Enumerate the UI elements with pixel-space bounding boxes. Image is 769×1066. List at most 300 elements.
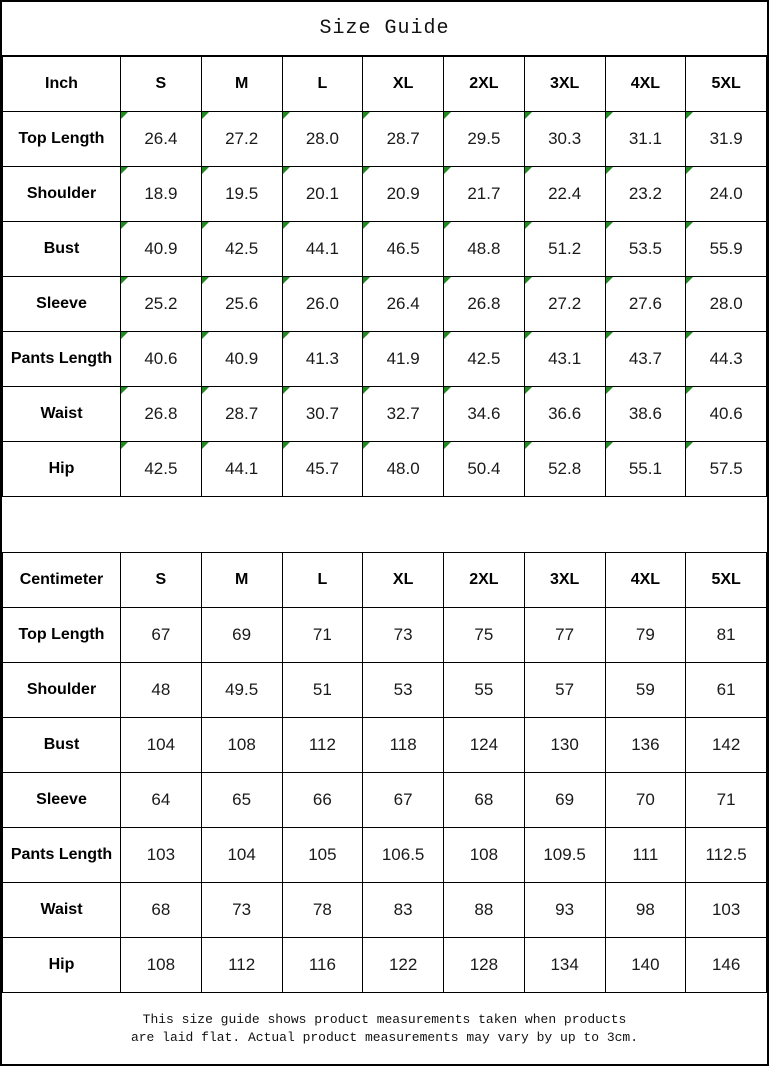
measurement-value: 26.8 — [467, 294, 501, 313]
size-column-header: M — [201, 553, 282, 608]
measurement-value-cell — [444, 828, 525, 883]
measurement-value-cell — [363, 332, 444, 387]
measurement-value-cell — [201, 938, 282, 993]
measurement-value: 27.2 — [548, 294, 582, 313]
measurement-value: 106.5 — [381, 845, 425, 864]
measurement-value: 48.8 — [467, 239, 501, 258]
measurement-value-cell — [363, 167, 444, 222]
measurement-value: 20.1 — [305, 184, 339, 203]
measurement-value-cell — [605, 718, 686, 773]
measurement-value-cell — [121, 938, 202, 993]
measurement-value: 112 — [228, 955, 256, 974]
measurement-value: 51 — [312, 680, 332, 699]
measurement-row — [3, 938, 767, 993]
green-triangle-icon — [686, 387, 693, 394]
green-triangle-icon — [202, 112, 209, 119]
measurement-value-cell — [201, 222, 282, 277]
green-triangle-icon — [363, 442, 370, 449]
measurement-value-cell — [686, 277, 767, 332]
measurement-value-cell — [524, 828, 605, 883]
measurement-value: 24.0 — [709, 184, 743, 203]
measurement-value-cell — [524, 112, 605, 167]
measurement-value-cell — [282, 332, 363, 387]
measurement-value-cell — [686, 773, 767, 828]
size-column-header: S — [121, 553, 202, 608]
green-triangle-icon — [606, 387, 613, 394]
measurement-value-cell — [686, 387, 767, 442]
measurement-value: 44.1 — [225, 459, 259, 478]
measurement-value-cell — [524, 883, 605, 938]
measurement-value: 104 — [146, 735, 176, 754]
measurement-value: 30.7 — [305, 404, 339, 423]
measurement-value-cell — [686, 663, 767, 718]
measurement-value: 26.8 — [144, 404, 178, 423]
measurement-value-cell — [444, 442, 525, 497]
measurement-row-label: Pants Length — [3, 828, 121, 883]
measurement-value: 42.5 — [467, 349, 501, 368]
green-triangle-icon — [363, 167, 370, 174]
green-triangle-icon — [686, 222, 693, 229]
green-triangle-icon — [121, 222, 128, 229]
measurement-value-cell — [363, 773, 444, 828]
measurement-value: 105 — [308, 845, 337, 864]
measurement-value: 26.4 — [386, 294, 420, 313]
measurement-row-label: Bust — [3, 222, 121, 277]
page-title: Size Guide — [2, 2, 767, 56]
measurement-value-cell — [282, 167, 363, 222]
measurement-value: 25.2 — [144, 294, 178, 313]
measurement-value: 43.1 — [548, 349, 582, 368]
measurement-value: 71 — [312, 625, 332, 644]
measurement-value-cell — [524, 222, 605, 277]
measurement-value-cell — [282, 442, 363, 497]
measurement-value: 140 — [631, 955, 660, 974]
measurement-value-cell — [201, 167, 282, 222]
measurement-value-cell — [363, 387, 444, 442]
green-triangle-icon — [606, 277, 613, 284]
measurement-row-label: Waist — [3, 387, 121, 442]
green-triangle-icon — [686, 167, 693, 174]
measurement-value: 29.5 — [467, 129, 501, 148]
measurement-value-cell — [605, 442, 686, 497]
measurement-value-cell — [201, 883, 282, 938]
green-triangle-icon — [283, 167, 290, 174]
measurement-value: 57 — [555, 680, 575, 699]
measurement-value: 67 — [393, 790, 413, 809]
measurement-value: 52.8 — [548, 459, 582, 478]
measurement-value-cell — [524, 442, 605, 497]
measurement-value: 83 — [393, 900, 413, 919]
measurement-value: 30.3 — [548, 129, 582, 148]
measurement-value-cell — [363, 828, 444, 883]
measurement-row — [3, 608, 767, 663]
measurement-row-label: Hip — [3, 442, 121, 497]
measurement-value: 112.5 — [705, 845, 747, 864]
measurement-value-cell — [363, 112, 444, 167]
measurement-value-cell — [282, 387, 363, 442]
measurement-value-cell — [201, 828, 282, 883]
green-triangle-icon — [444, 112, 451, 119]
measurement-value: 49.5 — [225, 680, 259, 699]
green-triangle-icon — [202, 442, 209, 449]
measurement-value-cell — [686, 938, 767, 993]
measurement-row-label: Hip — [3, 938, 121, 993]
green-triangle-icon — [444, 332, 451, 339]
size-column-header: L — [282, 553, 363, 608]
measurement-value-cell — [444, 332, 525, 387]
measurement-value-cell — [121, 828, 202, 883]
measurement-value-cell — [605, 773, 686, 828]
measurement-value-cell — [282, 938, 363, 993]
measurement-value: 109.5 — [543, 845, 586, 864]
green-triangle-icon — [121, 167, 128, 174]
measurement-value: 40.9 — [144, 239, 178, 258]
green-triangle-icon — [363, 387, 370, 394]
green-triangle-icon — [121, 332, 128, 339]
measurement-value: 73 — [232, 900, 252, 919]
measurement-value-cell — [363, 222, 444, 277]
measurement-value-cell — [121, 167, 202, 222]
measurement-value-cell — [524, 608, 605, 663]
measurement-row — [3, 442, 767, 497]
green-triangle-icon — [686, 442, 693, 449]
size-column-header: L — [282, 57, 363, 112]
size-header-row — [3, 553, 767, 608]
measurement-value: 23.2 — [628, 184, 662, 203]
measurement-value-cell — [363, 718, 444, 773]
measurement-value-cell — [363, 277, 444, 332]
measurement-value-cell — [282, 828, 363, 883]
measurement-value-cell — [686, 442, 767, 497]
measurement-value-cell — [524, 938, 605, 993]
green-triangle-icon — [606, 167, 613, 174]
measurement-value: 26.4 — [144, 129, 178, 148]
measurement-value-cell — [201, 663, 282, 718]
measurement-value-cell — [605, 663, 686, 718]
green-triangle-icon — [606, 442, 613, 449]
measurement-value: 64 — [151, 790, 171, 809]
green-triangle-icon — [363, 277, 370, 284]
measurement-value: 98 — [635, 900, 655, 919]
measurement-value: 31.1 — [628, 129, 662, 148]
measurement-value: 44.3 — [709, 349, 743, 368]
measurement-value: 42.5 — [144, 459, 178, 478]
measurement-value-cell — [686, 222, 767, 277]
measurement-value: 71 — [716, 790, 736, 809]
measurement-value: 116 — [308, 955, 336, 974]
green-triangle-icon — [525, 387, 532, 394]
measurement-value-cell — [524, 718, 605, 773]
measurement-value-cell — [524, 332, 605, 387]
measurement-value: 111 — [632, 845, 659, 864]
green-triangle-icon — [444, 442, 451, 449]
green-triangle-icon — [283, 277, 290, 284]
measurement-value-cell — [121, 883, 202, 938]
measurement-row — [3, 332, 767, 387]
measurement-value: 53.5 — [628, 239, 662, 258]
measurement-value-cell — [605, 608, 686, 663]
measurement-value-cell — [282, 718, 363, 773]
measurement-value-cell — [444, 277, 525, 332]
measurement-value: 28.7 — [386, 129, 420, 148]
measurement-value: 69 — [555, 790, 575, 809]
measurement-value-cell — [444, 883, 525, 938]
measurement-value-cell — [605, 167, 686, 222]
measurement-value: 146 — [711, 955, 741, 974]
green-triangle-icon — [686, 332, 693, 339]
measurement-value-cell — [282, 112, 363, 167]
measurement-value-cell — [201, 387, 282, 442]
measurement-value: 108 — [469, 845, 499, 864]
measurement-row — [3, 222, 767, 277]
measurement-value-cell — [363, 663, 444, 718]
green-triangle-icon — [606, 222, 613, 229]
measurement-row-label: Waist — [3, 883, 121, 938]
measurement-value: 93 — [555, 900, 575, 919]
measurement-value-cell — [363, 938, 444, 993]
green-triangle-icon — [525, 222, 532, 229]
measurement-value-cell — [686, 167, 767, 222]
measurement-value: 124 — [469, 735, 499, 754]
measurement-value: 45.7 — [305, 459, 339, 478]
green-triangle-icon — [283, 332, 290, 339]
measurement-value: 36.6 — [548, 404, 582, 423]
measurement-value: 66 — [312, 790, 332, 809]
measurement-value-cell — [363, 883, 444, 938]
measurement-value: 48 — [151, 680, 171, 699]
measurement-value: 75 — [474, 625, 494, 644]
measurement-value: 48.0 — [386, 459, 420, 478]
measurement-value: 22.4 — [548, 184, 582, 203]
green-triangle-icon — [525, 167, 532, 174]
measurement-value: 31.9 — [709, 129, 743, 148]
measurement-value-cell — [121, 222, 202, 277]
measurement-value-cell — [121, 773, 202, 828]
green-triangle-icon — [283, 442, 290, 449]
measurement-value: 79 — [635, 625, 655, 644]
measurement-value: 21.7 — [467, 184, 501, 203]
measurement-value: 27.2 — [225, 129, 259, 148]
measurement-value: 130 — [550, 735, 579, 754]
measurement-value: 108 — [146, 955, 176, 974]
measurement-value-cell — [363, 442, 444, 497]
green-triangle-icon — [363, 332, 370, 339]
measurement-value: 20.9 — [386, 184, 420, 203]
measurement-value-cell — [686, 112, 767, 167]
measurement-value: 134 — [550, 955, 579, 974]
measurement-value-cell — [121, 387, 202, 442]
measurement-value: 103 — [711, 900, 741, 919]
measurement-value-cell — [282, 773, 363, 828]
measurement-value: 55.9 — [709, 239, 743, 258]
measurement-value-cell — [201, 112, 282, 167]
green-triangle-icon — [444, 387, 451, 394]
measurement-value: 61 — [716, 680, 736, 699]
measurement-value-cell — [605, 332, 686, 387]
measurement-value-cell — [605, 828, 686, 883]
measurement-value-cell — [121, 332, 202, 387]
measurement-value-cell — [282, 883, 363, 938]
measurement-value: 73 — [393, 625, 413, 644]
size-column-header: 4XL — [605, 57, 686, 112]
measurement-value-cell — [605, 277, 686, 332]
measurement-value: 32.7 — [386, 404, 420, 423]
green-triangle-icon — [363, 112, 370, 119]
green-triangle-icon — [525, 332, 532, 339]
measurement-row-label: Sleeve — [3, 773, 121, 828]
measurement-value: 28.0 — [305, 129, 339, 148]
green-triangle-icon — [525, 112, 532, 119]
measurement-value-cell — [686, 718, 767, 773]
measurement-value: 27.6 — [628, 294, 662, 313]
measurement-value-cell — [282, 608, 363, 663]
measurement-value-cell — [605, 938, 686, 993]
green-triangle-icon — [121, 277, 128, 284]
measurement-value: 70 — [635, 790, 655, 809]
footer-note — [2, 993, 767, 1064]
measurement-value: 103 — [146, 845, 176, 864]
measurement-value: 41.9 — [386, 349, 420, 368]
green-triangle-icon — [525, 277, 532, 284]
green-triangle-icon — [283, 222, 290, 229]
green-triangle-icon — [606, 332, 613, 339]
measurement-value-cell — [524, 773, 605, 828]
measurement-row-label: Sleeve — [3, 277, 121, 332]
measurement-row — [3, 828, 767, 883]
measurement-value: 68 — [474, 790, 494, 809]
measurement-value: 112 — [308, 735, 336, 754]
measurement-value-cell — [282, 222, 363, 277]
measurement-value-cell — [201, 773, 282, 828]
size-column-header: 4XL — [605, 553, 686, 608]
measurement-value: 57.5 — [709, 459, 743, 478]
measurement-row — [3, 883, 767, 938]
measurement-row — [3, 718, 767, 773]
measurement-value: 104 — [227, 845, 256, 864]
size-column-header: 3XL — [524, 57, 605, 112]
green-triangle-icon — [525, 442, 532, 449]
size-column-header: 5XL — [686, 553, 767, 608]
green-triangle-icon — [444, 222, 451, 229]
measurement-row-label: Top Length — [3, 608, 121, 663]
measurement-value-cell — [121, 718, 202, 773]
measurement-value: 67 — [151, 625, 171, 644]
size-column-header: 2XL — [444, 553, 525, 608]
measurement-value-cell — [686, 883, 767, 938]
measurement-value-cell — [444, 387, 525, 442]
centimeter-size-table — [2, 552, 767, 993]
measurement-value-cell — [524, 387, 605, 442]
measurement-value-cell — [201, 718, 282, 773]
measurement-value-cell — [444, 608, 525, 663]
inch-size-table — [2, 56, 767, 497]
measurement-row — [3, 387, 767, 442]
measurement-value: 26.0 — [305, 294, 339, 313]
measurement-value-cell — [524, 167, 605, 222]
measurement-value-cell — [121, 112, 202, 167]
size-column-header: 5XL — [686, 57, 767, 112]
unit-header-cell: Inch — [3, 57, 121, 112]
measurement-value-cell — [282, 277, 363, 332]
measurement-value-cell — [524, 663, 605, 718]
measurement-value-cell — [444, 718, 525, 773]
measurement-value-cell — [444, 222, 525, 277]
size-column-header: XL — [363, 553, 444, 608]
green-triangle-icon — [606, 112, 613, 119]
measurement-value: 53 — [393, 680, 413, 699]
measurement-value: 46.5 — [386, 239, 420, 258]
measurement-value: 51.2 — [548, 239, 582, 258]
measurement-value: 18.9 — [144, 184, 178, 203]
green-triangle-icon — [121, 112, 128, 119]
measurement-value: 59 — [635, 680, 655, 699]
measurement-value: 28.0 — [709, 294, 743, 313]
measurement-value-cell — [201, 277, 282, 332]
size-column-header: XL — [363, 57, 444, 112]
measurement-value: 41.3 — [305, 349, 339, 368]
measurement-value: 28.7 — [225, 404, 259, 423]
measurement-row-label: Top Length — [3, 112, 121, 167]
green-triangle-icon — [202, 277, 209, 284]
measurement-value: 42.5 — [225, 239, 259, 258]
measurement-value: 43.7 — [628, 349, 662, 368]
measurement-value-cell — [282, 663, 363, 718]
measurement-value-cell — [605, 387, 686, 442]
measurement-value: 108 — [227, 735, 256, 754]
measurement-value-cell — [605, 883, 686, 938]
measurement-value: 118 — [389, 735, 417, 754]
measurement-row — [3, 277, 767, 332]
green-triangle-icon — [202, 332, 209, 339]
size-header-row — [3, 57, 767, 112]
table-spacer — [2, 497, 767, 552]
measurement-row-label: Bust — [3, 718, 121, 773]
green-triangle-icon — [686, 112, 693, 119]
measurement-value-cell — [444, 663, 525, 718]
measurement-value: 65 — [232, 790, 252, 809]
measurement-value-cell — [686, 332, 767, 387]
measurement-value: 40.6 — [144, 349, 178, 368]
green-triangle-icon — [444, 277, 451, 284]
measurement-value-cell — [121, 608, 202, 663]
unit-header-cell: Centimeter — [3, 553, 121, 608]
green-triangle-icon — [363, 222, 370, 229]
measurement-row — [3, 663, 767, 718]
measurement-row-label: Shoulder — [3, 167, 121, 222]
measurement-value-cell — [444, 773, 525, 828]
measurement-value: 69 — [232, 625, 252, 644]
green-triangle-icon — [283, 112, 290, 119]
measurement-value: 81 — [716, 625, 736, 644]
measurement-row-label: Pants Length — [3, 332, 121, 387]
green-triangle-icon — [686, 277, 693, 284]
measurement-value-cell — [201, 442, 282, 497]
green-triangle-icon — [121, 387, 128, 394]
measurement-value-cell — [201, 332, 282, 387]
size-column-header: 3XL — [524, 553, 605, 608]
measurement-value-cell — [686, 608, 767, 663]
measurement-value: 68 — [151, 900, 171, 919]
measurement-value: 44.1 — [305, 239, 339, 258]
measurement-value-cell — [121, 442, 202, 497]
measurement-row — [3, 112, 767, 167]
measurement-value-cell — [605, 222, 686, 277]
measurement-value: 40.9 — [225, 349, 259, 368]
measurement-value-cell — [201, 608, 282, 663]
green-triangle-icon — [283, 387, 290, 394]
size-column-header: M — [201, 57, 282, 112]
green-triangle-icon — [202, 222, 209, 229]
